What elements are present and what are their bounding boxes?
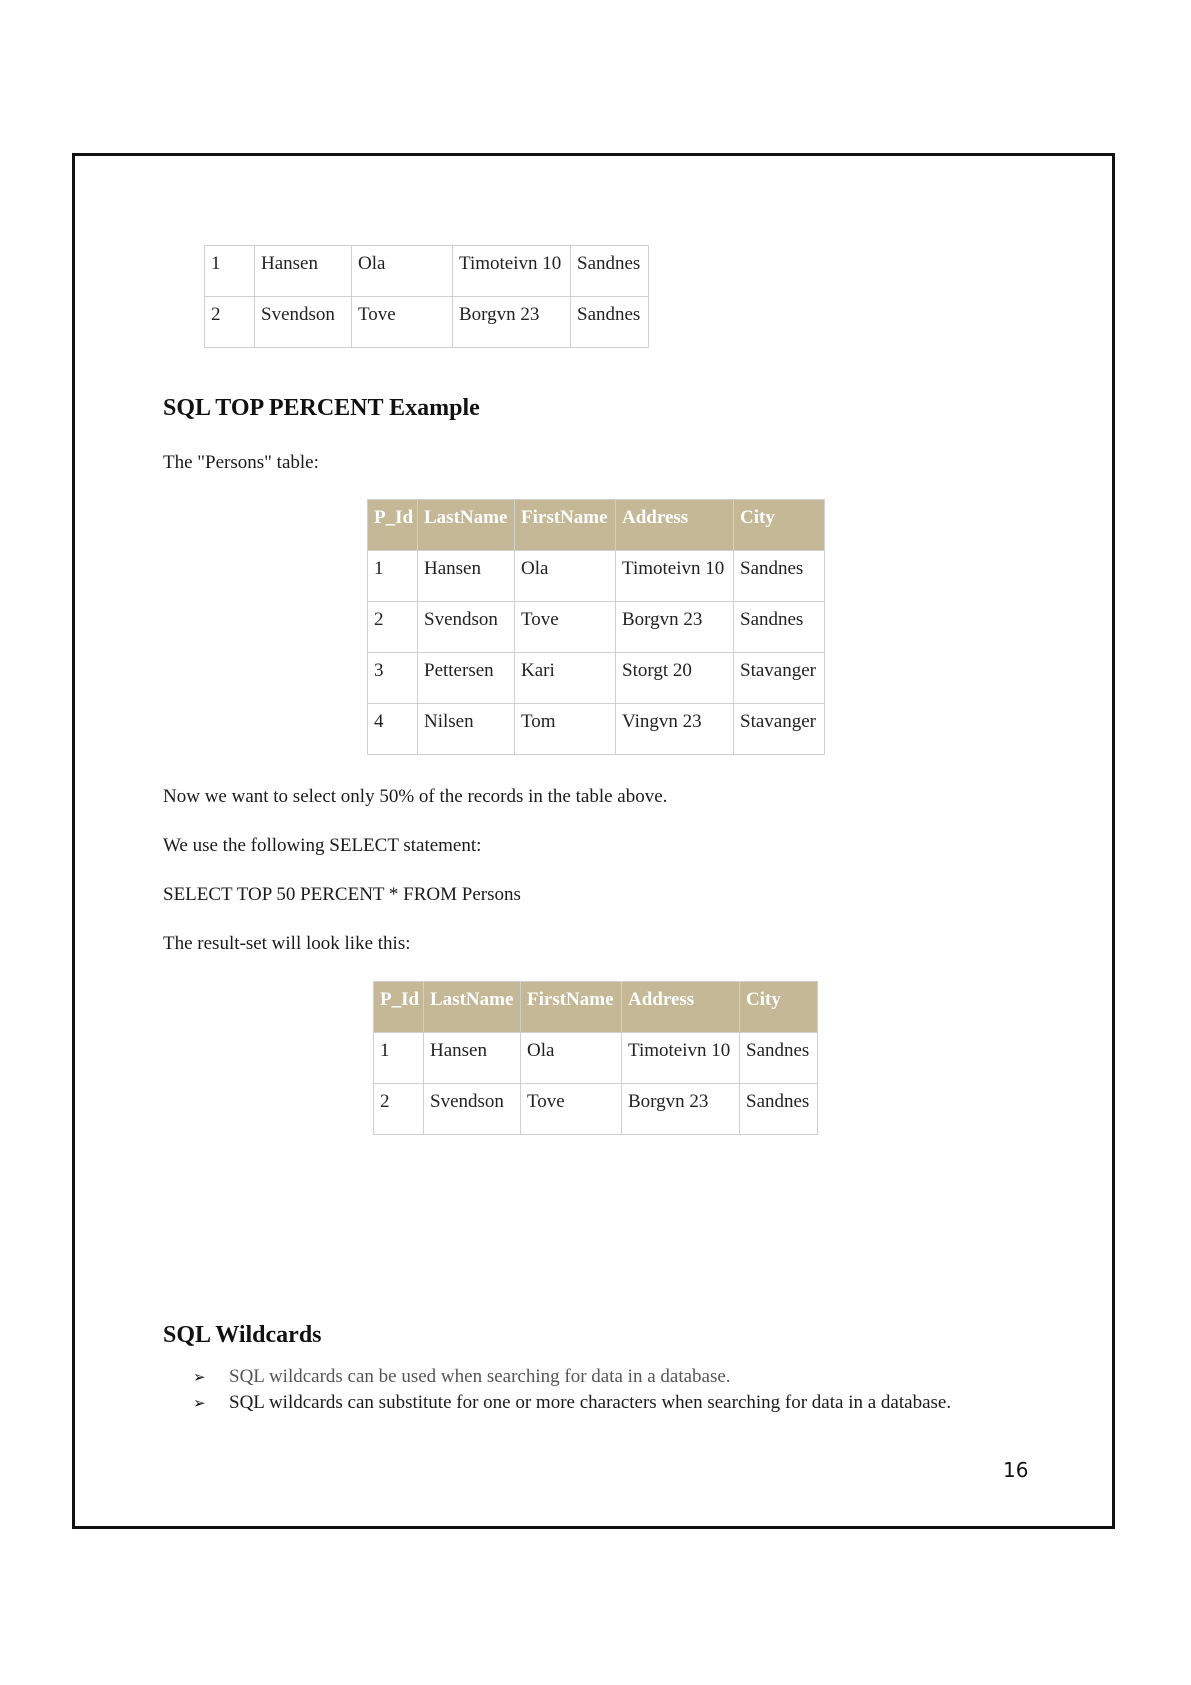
table-row	[368, 602, 825, 653]
table-row	[205, 246, 649, 297]
column-header: City	[740, 982, 818, 1033]
body-paragraph: We use the following SELECT statement:	[163, 835, 482, 856]
persons-intro-text: The "Persons" table:	[163, 452, 319, 473]
table-cell: 2	[374, 1084, 424, 1135]
table-cell: Borgvn 23	[453, 297, 571, 348]
table-cell: 3	[368, 653, 418, 704]
table-cell: 1	[205, 246, 255, 297]
table-cell: Stavanger	[734, 653, 825, 704]
table-cell: 2	[205, 297, 255, 348]
wildcards-bullet-list	[193, 1364, 951, 1416]
column-header: Address	[622, 982, 740, 1033]
table-cell: Tom	[515, 704, 616, 755]
column-header: P_Id	[374, 982, 424, 1033]
sql-statement: SELECT TOP 50 PERCENT * FROM Persons	[163, 884, 521, 905]
table-cell: Borgvn 23	[622, 1084, 740, 1135]
table-row	[368, 653, 825, 704]
table-cell: Ola	[521, 1033, 622, 1084]
body-paragraph: The result-set will look like this:	[163, 933, 411, 954]
table-header-row	[368, 500, 825, 551]
list-item-text: SQL wildcards can substitute for one or more characters when searching for data in a database.	[229, 1392, 952, 1413]
table-cell: Tove	[515, 602, 616, 653]
list-item-text: SQL wildcards can be used when searching for data in a database.	[229, 1366, 731, 1387]
table-row	[368, 551, 825, 602]
table-row	[374, 1084, 818, 1135]
column-header: FirstName	[515, 500, 616, 551]
table-cell: Vingvn 23	[616, 704, 734, 755]
column-header: City	[734, 500, 825, 551]
table-cell: Hansen	[255, 246, 352, 297]
arrowhead-bullet-icon: ➢	[193, 1368, 206, 1386]
table-cell: Hansen	[424, 1033, 521, 1084]
table-cell: 2	[368, 602, 418, 653]
table-cell: Nilsen	[418, 704, 515, 755]
column-header: LastName	[424, 982, 521, 1033]
body-paragraph: Now we want to select only 50% of the records in the table above.	[163, 786, 668, 807]
column-header: Address	[616, 500, 734, 551]
table-cell: Svendson	[424, 1084, 521, 1135]
table-cell: Timoteivn 10	[616, 551, 734, 602]
table-cell: Ola	[515, 551, 616, 602]
table-cell: Svendson	[255, 297, 352, 348]
table-cell: 4	[368, 704, 418, 755]
table-cell: 1	[374, 1033, 424, 1084]
table-cell: Borgvn 23	[616, 602, 734, 653]
table-row	[368, 704, 825, 755]
table-cell: Stavanger	[734, 704, 825, 755]
table-cell: Sandnes	[740, 1084, 818, 1135]
table-cell: Timoteivn 10	[622, 1033, 740, 1084]
column-header: P_Id	[368, 500, 418, 551]
table-cell: Sandnes	[571, 246, 649, 297]
table-cell: Ola	[352, 246, 453, 297]
top-table	[204, 245, 649, 348]
table-header-row	[374, 982, 818, 1033]
section-heading-wildcards: SQL Wildcards	[163, 1322, 322, 1348]
arrowhead-bullet-icon: ➢	[193, 1394, 206, 1412]
table-cell: Sandnes	[734, 551, 825, 602]
column-header: FirstName	[521, 982, 622, 1033]
table-cell: Sandnes	[734, 602, 825, 653]
table-row	[374, 1033, 818, 1084]
table-cell: Pettersen	[418, 653, 515, 704]
table-cell: Tove	[521, 1084, 622, 1135]
list-item	[193, 1390, 951, 1416]
table-cell: Timoteivn 10	[453, 246, 571, 297]
list-item	[193, 1364, 951, 1390]
section-heading-top-percent: SQL TOP PERCENT Example	[163, 395, 480, 421]
persons-table	[367, 499, 825, 755]
table-cell: Kari	[515, 653, 616, 704]
column-header: LastName	[418, 500, 515, 551]
table-cell: Hansen	[418, 551, 515, 602]
result-table	[373, 981, 818, 1135]
table-row	[205, 297, 649, 348]
table-cell: Sandnes	[740, 1033, 818, 1084]
table-cell: Storgt 20	[616, 653, 734, 704]
table-cell: Svendson	[418, 602, 515, 653]
table-cell: Tove	[352, 297, 453, 348]
table-cell: Sandnes	[571, 297, 649, 348]
table-cell: 1	[368, 551, 418, 602]
page-number: 16	[1003, 1458, 1029, 1482]
